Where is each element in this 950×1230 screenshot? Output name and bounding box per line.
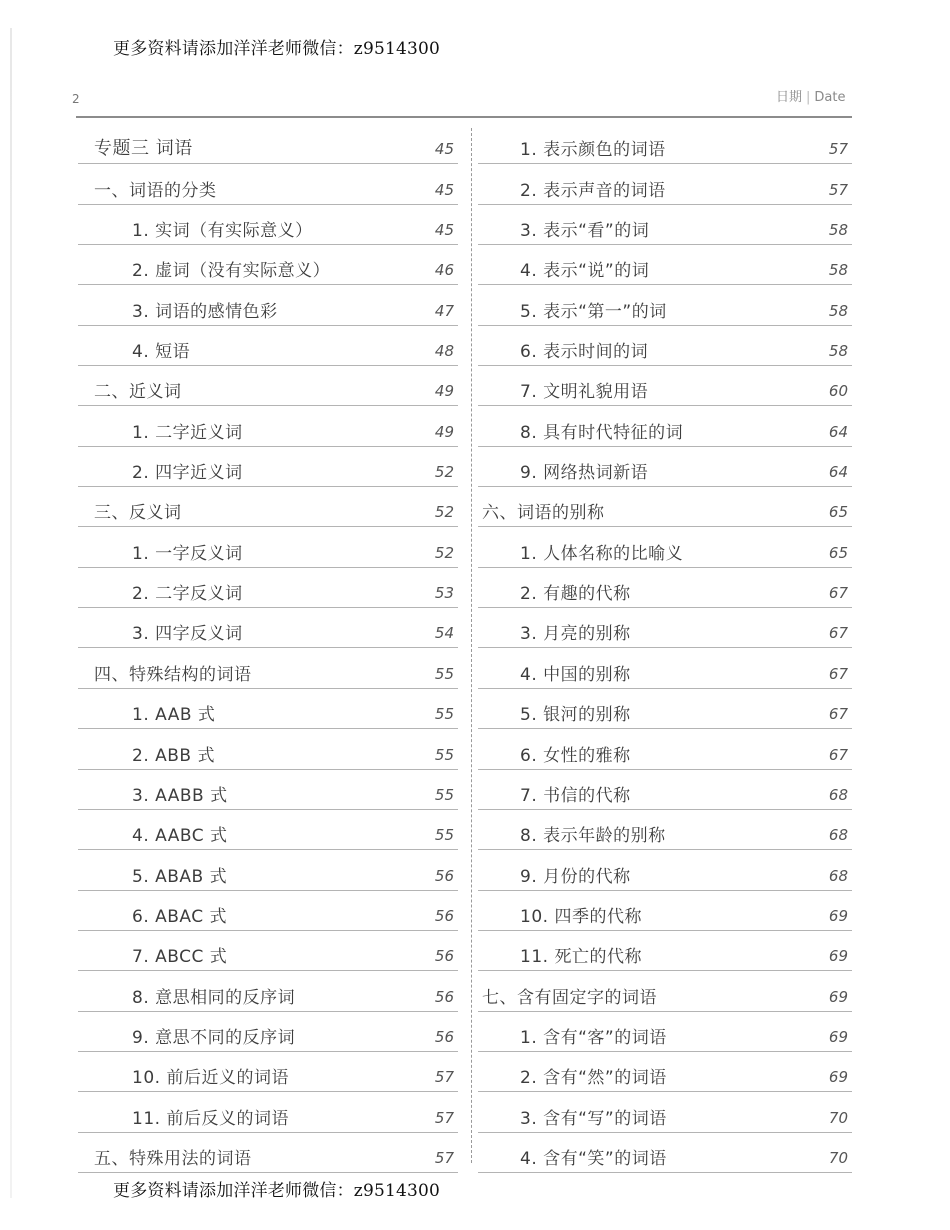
toc-entry-page: 57 [434,1148,454,1167]
toc-entry-page: 64 [828,463,848,482]
toc-entry-page: 65 [828,543,848,562]
toc-entry-page: 58 [828,301,848,320]
toc-entry-page: 57 [828,180,848,199]
toc-entry-label: 2. 有趣的代称 [520,584,631,605]
toc-entry [478,164,852,204]
toc-entry [78,850,458,890]
toc-entry [78,366,458,406]
toc-entry [478,931,852,971]
toc-entry-page: 60 [828,382,848,401]
toc-entry-label: 4. 含有“笑”的词语 [520,1148,667,1169]
toc-entry [478,648,852,688]
toc-entry-label: 2. 二字反义词 [132,584,243,605]
toc-entry [478,285,852,325]
header-rule [76,116,852,118]
toc-entry-label: 3. 表示“看”的词 [520,221,650,242]
toc-entry-page: 57 [434,1068,454,1087]
toc-entry-page: 67 [828,705,848,724]
toc-entry [478,1012,852,1052]
toc-entry-page: 55 [434,745,454,764]
toc-entry-page: 45 [434,180,454,199]
toc-entry-page: 69 [828,906,848,925]
toc-entry-label: 一、词语的分类 [94,180,217,201]
toc-entry-label: 四、特殊结构的词语 [94,664,252,685]
toc-entry [78,608,458,648]
scan-page-edge [10,28,12,1198]
toc-entry-page: 55 [434,785,454,804]
toc-entry-label: 4. 短语 [132,342,191,363]
toc-entry [78,285,458,325]
toc-entry-page: 69 [828,987,848,1006]
toc-entry-label: 7. ABCC 式 [132,947,228,968]
date-field-label [776,86,845,105]
toc-entry [78,245,458,285]
toc-entry [78,1052,458,1092]
toc-entry-label: 9. 网络热词新语 [520,463,649,484]
toc-entry-page: 52 [434,543,454,562]
toc-entry-page: 53 [434,584,454,603]
toc-entry-label: 1. AAB 式 [132,705,216,726]
toc-entry-label: 4. 中国的别称 [520,664,631,685]
toc-entry-label: 9. 月份的代称 [520,866,631,887]
toc-entry-label: 11. 前后反义的词语 [132,1108,289,1129]
toc-entry [478,971,852,1011]
toc-right-column [478,124,852,1173]
toc-entry [478,689,852,729]
toc-entry [478,527,852,567]
toc-entry-label: 1. 含有“客”的词语 [520,1027,667,1048]
toc-entry [78,689,458,729]
toc-entry-label: 二、近义词 [94,382,182,403]
toc-entry-label: 6. 女性的雅称 [520,745,631,766]
toc-entry [478,366,852,406]
toc-entry [478,608,852,648]
toc-entry-label: 4. AABC 式 [132,826,228,847]
toc-entry-label: 专题三 词语 [94,138,193,160]
date-label-cn: 日期 [776,90,803,105]
toc-entry-page: 49 [434,422,454,441]
toc-entry [78,406,458,446]
toc-entry-label: 9. 意思不同的反序词 [132,1027,296,1048]
toc-entry [478,1092,852,1132]
column-divider [471,128,472,1163]
toc-entry-label: 1. 实词（有实际意义） [132,221,313,242]
toc-entry-page: 55 [434,664,454,683]
toc-entry-page: 58 [828,342,848,361]
toc-entry [478,568,852,608]
toc-entry-page: 57 [828,140,848,159]
toc-entry [478,1133,852,1173]
toc-entry-page: 52 [434,463,454,482]
toc-entry [478,810,852,850]
toc-entry [478,245,852,285]
toc-entry-page: 64 [828,422,848,441]
toc-entry [78,1092,458,1132]
date-label-en: Date [814,90,846,105]
toc-entry-page: 54 [434,624,454,643]
toc-entry-label: 2. 虚词（没有实际意义） [132,261,331,282]
toc-entry [78,124,458,164]
toc-entry [478,205,852,245]
toc-left-column [78,124,458,1173]
toc-entry [78,205,458,245]
toc-entry [478,487,852,527]
toc-entry-page: 67 [828,664,848,683]
toc-entry [78,568,458,608]
toc-entry-page: 68 [828,826,848,845]
date-separator: | [806,90,811,105]
toc-entry-label: 6. ABAC 式 [132,906,228,927]
toc-entry-label: 1. 人体名称的比喻义 [520,543,684,564]
toc-entry-label: 5. ABAB 式 [132,866,228,887]
toc-entry [78,971,458,1011]
watermark-bottom: 更多资料请添加洋洋老师微信：z9514300 [113,1181,441,1201]
toc-entry-page: 52 [434,503,454,522]
toc-entry [78,1133,458,1173]
toc-entry-page: 56 [434,1027,454,1046]
toc-entry-page: 69 [828,1068,848,1087]
toc-entry-page: 45 [434,140,454,159]
toc-entry [78,729,458,769]
toc-entry-label: 2. ABB 式 [132,745,215,766]
toc-entry-page: 70 [828,1148,848,1167]
toc-entry [78,164,458,204]
toc-entry-page: 56 [434,906,454,925]
toc-entry-page: 67 [828,584,848,603]
toc-entry [478,447,852,487]
toc-entry-page: 49 [434,382,454,401]
toc-entry-page: 58 [828,221,848,240]
toc-entry [478,406,852,446]
toc-entry-label: 7. 书信的代称 [520,785,631,806]
toc-entry-page: 45 [434,221,454,240]
toc-entry-label: 8. 表示年龄的别称 [520,826,666,847]
toc-entry [478,1052,852,1092]
toc-entry-label: 1. 表示颜色的词语 [520,140,666,161]
toc-entry-page: 56 [434,947,454,966]
toc-entry-label: 七、含有固定字的词语 [482,987,657,1008]
toc-entry [78,487,458,527]
toc-entry [478,729,852,769]
toc-entry [78,810,458,850]
toc-entry-label: 3. 月亮的别称 [520,624,631,645]
toc-entry-label: 5. 银河的别称 [520,705,631,726]
toc-entry-page: 68 [828,866,848,885]
toc-entry-label: 5. 表示“第一”的词 [520,301,667,322]
toc-entry [78,648,458,688]
toc-entry-page: 46 [434,261,454,280]
toc-entry [78,527,458,567]
toc-entry-page: 57 [434,1108,454,1127]
toc-entry [478,891,852,931]
toc-entry-page: 70 [828,1108,848,1127]
toc-entry [478,124,852,164]
toc-entry-page: 47 [434,301,454,320]
toc-entry-page: 56 [434,866,454,885]
toc-entry-label: 8. 意思相同的反序词 [132,987,296,1008]
toc-entry-label: 3. 含有“写”的词语 [520,1108,667,1129]
toc-entry-label: 7. 文明礼貌用语 [520,382,649,403]
toc-entry-page: 69 [828,947,848,966]
toc-entry-label: 11. 死亡的代称 [520,947,642,968]
toc-entry-page: 68 [828,785,848,804]
toc-entry-label: 3. 四字反义词 [132,624,243,645]
toc-entry [478,770,852,810]
toc-entry [478,850,852,890]
toc-entry-label: 10. 四季的代称 [520,906,642,927]
toc-entry-label: 4. 表示“说”的词 [520,261,650,282]
toc-entry-page: 67 [828,745,848,764]
toc-entry [478,326,852,366]
toc-entry-label: 六、词语的别称 [482,503,605,524]
toc-entry-label: 1. 二字近义词 [132,422,243,443]
toc-entry-label: 2. 四字近义词 [132,463,243,484]
watermark-top: 更多资料请添加洋洋老师微信：z9514300 [113,39,441,59]
toc-entry-label: 3. AABB 式 [132,785,228,806]
toc-entry-label: 2. 含有“然”的词语 [520,1068,667,1089]
toc-entry-label: 2. 表示声音的词语 [520,180,666,201]
toc-entry [78,891,458,931]
toc-entry-page: 48 [434,342,454,361]
toc-entry-page: 65 [828,503,848,522]
toc-entry-page: 69 [828,1027,848,1046]
toc-entry-label: 10. 前后近义的词语 [132,1068,289,1089]
toc-entry-page: 56 [434,987,454,1006]
toc-entry-label: 8. 具有时代特征的词 [520,422,684,443]
toc-entry-page: 55 [434,705,454,724]
toc-entry [78,326,458,366]
toc-entry [78,770,458,810]
toc-entry-label: 三、反义词 [94,503,182,524]
toc-entry [78,931,458,971]
toc-entry [78,1012,458,1052]
toc-entry-page: 67 [828,624,848,643]
toc-entry-label: 6. 表示时间的词 [520,342,649,363]
toc-entry-label: 五、特殊用法的词语 [94,1148,252,1169]
toc-entry [78,447,458,487]
toc-entry-label: 1. 一字反义词 [132,543,243,564]
toc-entry-page: 58 [828,261,848,280]
toc-entry-page: 55 [434,826,454,845]
toc-entry-label: 3. 词语的感情色彩 [132,301,278,322]
page-number: 2 [72,92,80,106]
